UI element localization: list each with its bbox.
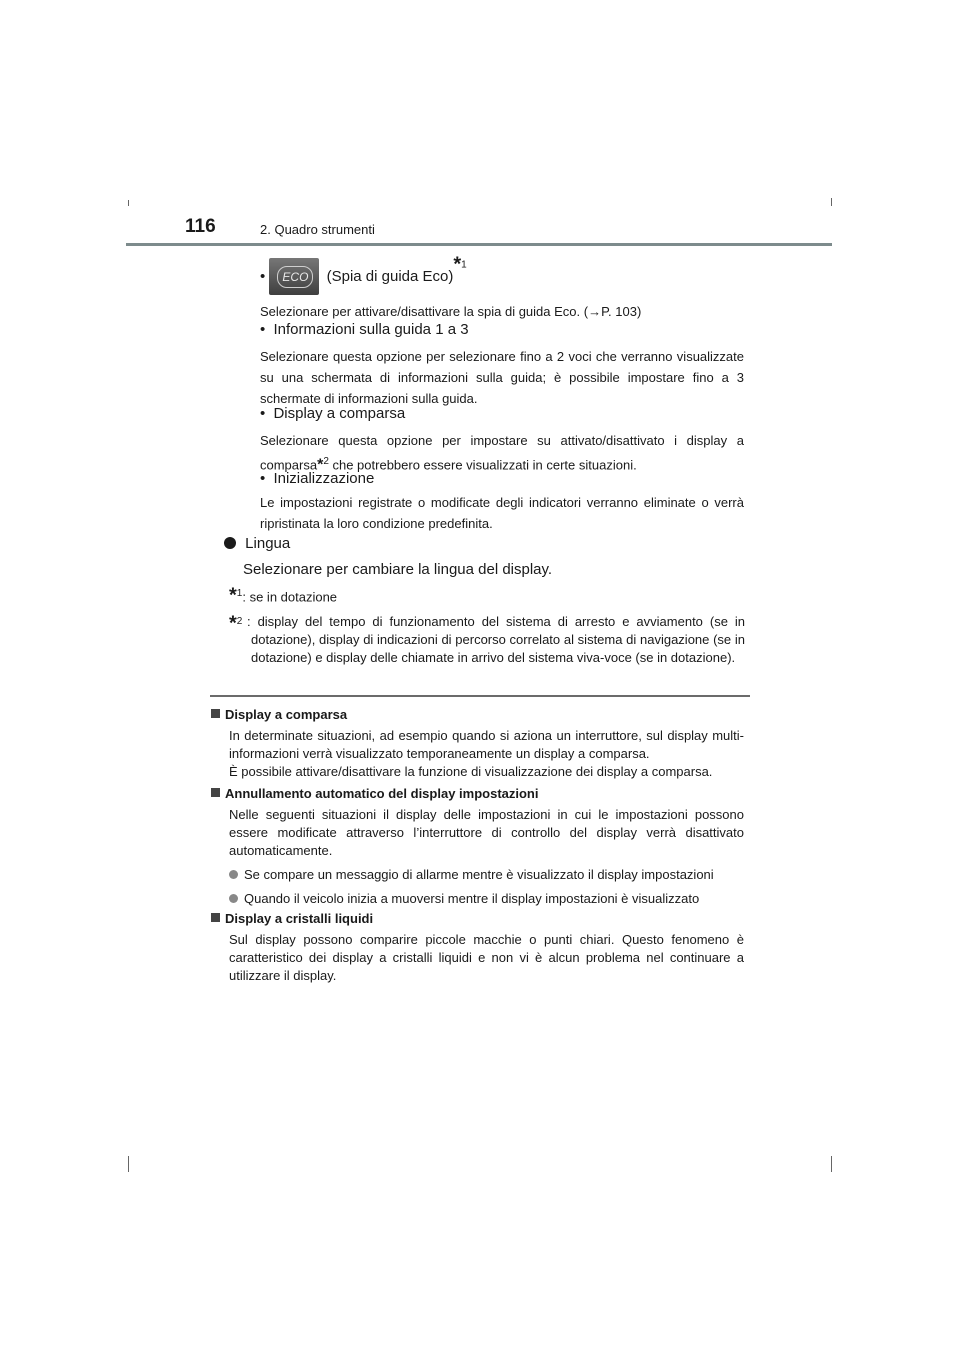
note-1-title-row: [211, 706, 744, 724]
note-1: [211, 706, 744, 781]
gray-dot-icon: [229, 894, 238, 903]
note-2-bullet-1: [229, 866, 744, 884]
square-bullet-icon: [211, 788, 220, 797]
footnote-star: *: [229, 612, 237, 635]
bullet-mark: •: [260, 470, 266, 487]
note-2: [211, 785, 744, 908]
info-desc: Selezionare questa opzione per selezionare fino a 2 voci che verranno visualizzate su una schermata di informazioni sulla guida; è possibile impostare fino a 3 schermate di informazioni sulla guida.: [260, 349, 744, 406]
eco-icon-text: ECO: [277, 266, 313, 288]
popup-desc-a: Selezionare questa opzione per impostare su attivato/disattivato i display a comparsa: [260, 433, 744, 473]
footnote-1-text: : se in dotazione: [242, 589, 338, 605]
footnote-star: *: [229, 584, 237, 607]
note-1-p1: In determinate situazioni, ad esempio quando si aziona un interruttore, sul display multi-informazioni verrà visualizzato temporaneamente un display a comparsa.: [229, 728, 744, 761]
note-2-title: Annullamento automatico del display impostazioni: [225, 786, 539, 801]
note-1-p2: È possibile attivare/disattivare la funzione di visualizzazione dei display a comparsa.: [229, 764, 713, 779]
lingua-title: Lingua: [245, 534, 291, 552]
footnote-ref-1: *: [453, 253, 462, 276]
popup-desc: [260, 430, 744, 475]
crop-mark-bottom-left: [128, 1156, 129, 1172]
info-item: [260, 321, 469, 338]
crop-mark-bottom-right: [831, 1156, 832, 1172]
section-title: 2. Quadro strumenti: [260, 222, 375, 237]
footnote-ref-2-num: 2: [323, 456, 329, 467]
footnote-2-text: : display del tempo di funzionamento del sistema di arresto e avviamento (se in dotazione), display di indicazioni di percorso correlato al sistema di navigazione (se in dotazione) e display delle chiamate in arrivo del sistema viva-voce (se in dotazione).: [247, 614, 745, 665]
square-bullet-icon: [211, 709, 220, 718]
init-item: [260, 470, 374, 487]
footnote-num: 1: [236, 588, 243, 599]
bullet-mark: •: [260, 268, 266, 285]
footnote-num: 2: [236, 616, 243, 627]
lingua-heading: [224, 534, 290, 552]
popup-desc-b: che potrebbero essere visualizzati in certe situazioni.: [328, 457, 637, 473]
init-desc: Le impostazioni registrate o modificate degli indicatori verranno eliminate o verrà ripristinata la loro condizione predefinita.: [260, 495, 744, 531]
gray-dot-icon: [229, 870, 238, 879]
popup-item: [260, 405, 405, 422]
footnote-2: [229, 613, 745, 667]
header-rule: [126, 243, 832, 246]
popup-label: Display a comparsa: [273, 405, 406, 422]
lingua-desc: Selezionare per cambiare la lingua del display.: [243, 561, 553, 578]
note-3: [211, 910, 744, 985]
note-3-title: Display a cristalli liquidi: [225, 911, 374, 926]
note-3-p1: Sul display possono comparire piccole macchie o punti chiari. Questo fenomeno è caratteristico dei display a cristalli liquidi e non vi è alcun problema nel continuare a utilizzare il display.: [229, 932, 744, 983]
bullet-mark: •: [260, 321, 266, 338]
init-label: Inizializzazione: [273, 470, 375, 487]
note-2-b2-text: Quando il veicolo inizia a muoversi mentre il display impostazioni è visualizzato: [244, 891, 700, 906]
page-number: 116: [185, 216, 216, 237]
footnote-ref-2: *: [317, 456, 324, 474]
info-label: Informazioni sulla guida 1 a 3: [273, 321, 469, 338]
footnote-ref-1-num: 1: [461, 259, 467, 271]
eco-desc: Selezionare per attivare/disattivare la spia di guida Eco. (→P. 103): [260, 304, 642, 319]
eco-icon: [269, 258, 319, 295]
footnote-1: [229, 584, 338, 607]
eco-label: (Spia di guida Eco): [326, 268, 454, 285]
square-bullet-icon: [211, 913, 220, 922]
circle-bullet-icon: [224, 537, 236, 549]
bullet-mark: •: [260, 405, 266, 422]
note-1-title: Display a comparsa: [225, 707, 348, 722]
crop-mark-top-right: [831, 198, 832, 206]
note-2-title-row: [211, 785, 744, 803]
eco-item: [260, 253, 467, 295]
note-2-bullet-2: [229, 890, 744, 908]
crop-mark-top-left: [128, 200, 129, 206]
section-divider: [210, 695, 750, 697]
note-2-b1-text: Se compare un messaggio di allarme mentre è visualizzato il display impostazioni: [244, 867, 714, 882]
note-2-p1: Nelle seguenti situazioni il display delle impostazioni in cui le impostazioni possono essere modificate attraverso l’interruttore di controllo del display verrà disattivato automaticamente.: [229, 807, 744, 858]
note-3-title-row: [211, 910, 744, 928]
